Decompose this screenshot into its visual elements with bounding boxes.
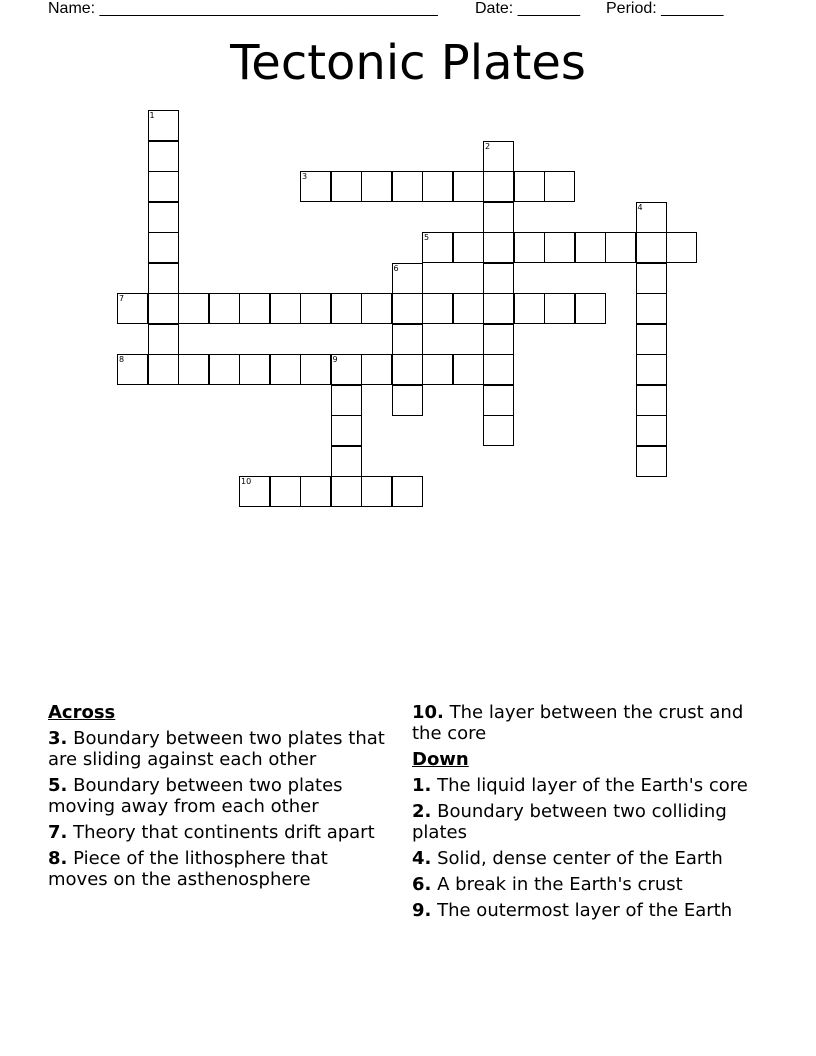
grid-cell[interactable] — [148, 202, 179, 233]
grid-cell[interactable] — [666, 232, 697, 263]
grid-cell[interactable] — [636, 385, 667, 416]
clue-text: Solid, dense center of the Earth — [437, 848, 723, 869]
grid-cell[interactable] — [270, 476, 301, 507]
grid-cell[interactable] — [483, 293, 514, 324]
down-heading: Down — [412, 749, 469, 770]
grid-cell[interactable] — [331, 446, 362, 477]
clue-number-label: 10 — [241, 477, 252, 486]
grid-cell[interactable] — [148, 324, 179, 355]
grid-cell[interactable] — [636, 415, 667, 446]
grid-cell[interactable] — [514, 293, 545, 324]
grid-cell[interactable] — [483, 354, 514, 385]
clue-across-10 — [412, 702, 752, 744]
clue-number-label: 6 — [393, 263, 399, 273]
clue-number: 10. — [412, 702, 444, 723]
grid-cell[interactable] — [636, 354, 667, 385]
clue-number-label: 2 — [485, 141, 491, 151]
grid-cell[interactable] — [483, 263, 514, 294]
grid-cell[interactable] — [148, 171, 179, 202]
grid-cell[interactable] — [422, 232, 453, 263]
grid-cell[interactable] — [300, 476, 331, 507]
clue-down-1 — [412, 775, 752, 796]
clue-text: The layer between the crust and the core — [412, 702, 744, 744]
clue-number-label: 9 — [332, 355, 338, 364]
clue-number-label: 5 — [424, 233, 430, 242]
grid-cell[interactable] — [117, 354, 148, 385]
grid-cell[interactable] — [239, 354, 270, 385]
grid-cell[interactable] — [209, 354, 240, 385]
clue-down-6 — [412, 874, 752, 895]
grid-cell[interactable] — [575, 293, 606, 324]
clue-text: The liquid layer of the Earth's core — [437, 775, 748, 796]
clue-number-label: 3 — [302, 172, 308, 181]
grid-cell[interactable] — [422, 293, 453, 324]
crossword-grid — [0, 0, 816, 520]
grid-cell[interactable] — [178, 293, 209, 324]
grid-cell[interactable] — [453, 232, 484, 263]
grid-cell[interactable] — [636, 263, 667, 294]
clue-text: Boundary between two plates moving away from each other — [48, 775, 343, 817]
grid-cell[interactable] — [636, 202, 667, 233]
clue-across-3 — [48, 728, 388, 770]
grid-cell[interactable] — [300, 354, 331, 385]
grid-cell[interactable] — [483, 324, 514, 355]
clue-across-8 — [48, 848, 388, 890]
grid-cell[interactable] — [514, 232, 545, 263]
grid-cell[interactable] — [392, 385, 423, 416]
grid-cell[interactable] — [361, 171, 392, 202]
clue-text: Boundary between two colliding plates — [412, 801, 727, 843]
grid-cell[interactable] — [270, 354, 301, 385]
grid-cell[interactable] — [148, 141, 179, 172]
grid-cell[interactable] — [361, 354, 392, 385]
grid-cell[interactable] — [361, 293, 392, 324]
across-heading: Across — [48, 702, 116, 723]
clue-text: Boundary between two plates that are sliding against each other — [48, 728, 385, 770]
grid-cell[interactable] — [605, 232, 636, 263]
grid-cell[interactable] — [270, 293, 301, 324]
clue-across-7 — [48, 822, 388, 843]
clue-number-label: 8 — [119, 355, 125, 364]
grid-cell[interactable] — [392, 324, 423, 355]
grid-cell[interactable] — [483, 171, 514, 202]
period-field-label[interactable]: Period: _______ — [606, 0, 724, 17]
grid-cell[interactable] — [392, 293, 423, 324]
grid-cell[interactable] — [148, 293, 179, 324]
grid-cell[interactable] — [392, 171, 423, 202]
clue-number: 8. — [48, 848, 68, 869]
clue-number: 3. — [48, 728, 68, 749]
grid-cell[interactable] — [636, 324, 667, 355]
clue-number-label: 1 — [149, 111, 155, 120]
clue-number: 7. — [48, 822, 68, 843]
date-field-label[interactable]: Date: _______ — [475, 0, 580, 17]
clue-number-label: 4 — [637, 202, 643, 212]
grid-cell[interactable] — [636, 446, 667, 477]
grid-cell[interactable] — [148, 354, 179, 385]
grid-cell[interactable] — [331, 171, 362, 202]
grid-cell[interactable] — [300, 171, 331, 202]
grid-cell[interactable] — [422, 171, 453, 202]
grid-cell[interactable] — [392, 263, 423, 294]
grid-cell[interactable] — [331, 415, 362, 446]
grid-cell[interactable] — [422, 354, 453, 385]
clue-number: 1. — [412, 775, 432, 796]
grid-cell[interactable] — [483, 202, 514, 233]
grid-cell[interactable] — [148, 232, 179, 263]
grid-cell[interactable] — [483, 141, 514, 172]
grid-cell[interactable] — [483, 415, 514, 446]
clue-number: 2. — [412, 801, 432, 822]
clue-text: A break in the Earth's crust — [437, 874, 683, 895]
grid-cell[interactable] — [636, 293, 667, 324]
clue-down-4 — [412, 848, 752, 869]
grid-cell[interactable] — [331, 385, 362, 416]
clue-text: Theory that continents drift apart — [73, 822, 375, 843]
grid-cell[interactable] — [239, 293, 270, 324]
grid-cell[interactable] — [636, 232, 667, 263]
grid-cell[interactable] — [453, 293, 484, 324]
clue-down-9 — [412, 900, 752, 921]
grid-cell[interactable] — [117, 293, 148, 324]
clue-across-5 — [48, 775, 388, 817]
grid-cell[interactable] — [331, 476, 362, 507]
grid-cell[interactable] — [483, 385, 514, 416]
grid-cell[interactable] — [483, 232, 514, 263]
grid-cell[interactable] — [148, 263, 179, 294]
grid-cell[interactable] — [544, 171, 575, 202]
clue-number: 6. — [412, 874, 432, 895]
clues-column-right — [412, 702, 752, 926]
grid-cell[interactable] — [361, 476, 392, 507]
page-title: Tectonic Plates — [230, 35, 586, 91]
grid-cell[interactable] — [148, 110, 179, 141]
grid-cell[interactable] — [239, 476, 270, 507]
grid-cell[interactable] — [209, 293, 240, 324]
grid-cell[interactable] — [300, 293, 331, 324]
clue-number: 4. — [412, 848, 432, 869]
clue-text: Piece of the lithosphere that moves on the asthenosphere — [48, 848, 328, 890]
name-field-label[interactable]: Name: ______________________________________ — [48, 0, 438, 17]
grid-cell[interactable] — [544, 293, 575, 324]
grid-cell[interactable] — [392, 354, 423, 385]
grid-cell[interactable] — [575, 232, 606, 263]
grid-cell[interactable] — [453, 171, 484, 202]
grid-cell[interactable] — [514, 171, 545, 202]
grid-cell[interactable] — [178, 354, 209, 385]
clue-number: 5. — [48, 775, 68, 796]
grid-cell[interactable] — [544, 232, 575, 263]
clues-column-left — [48, 702, 388, 895]
clue-text: The outermost layer of the Earth — [437, 900, 733, 921]
grid-cell[interactable] — [392, 476, 423, 507]
clue-down-2 — [412, 801, 752, 843]
clue-number-label: 7 — [119, 294, 125, 303]
grid-cell[interactable] — [331, 354, 362, 385]
grid-cell[interactable] — [331, 293, 362, 324]
grid-cell[interactable] — [453, 354, 484, 385]
clue-number: 9. — [412, 900, 432, 921]
